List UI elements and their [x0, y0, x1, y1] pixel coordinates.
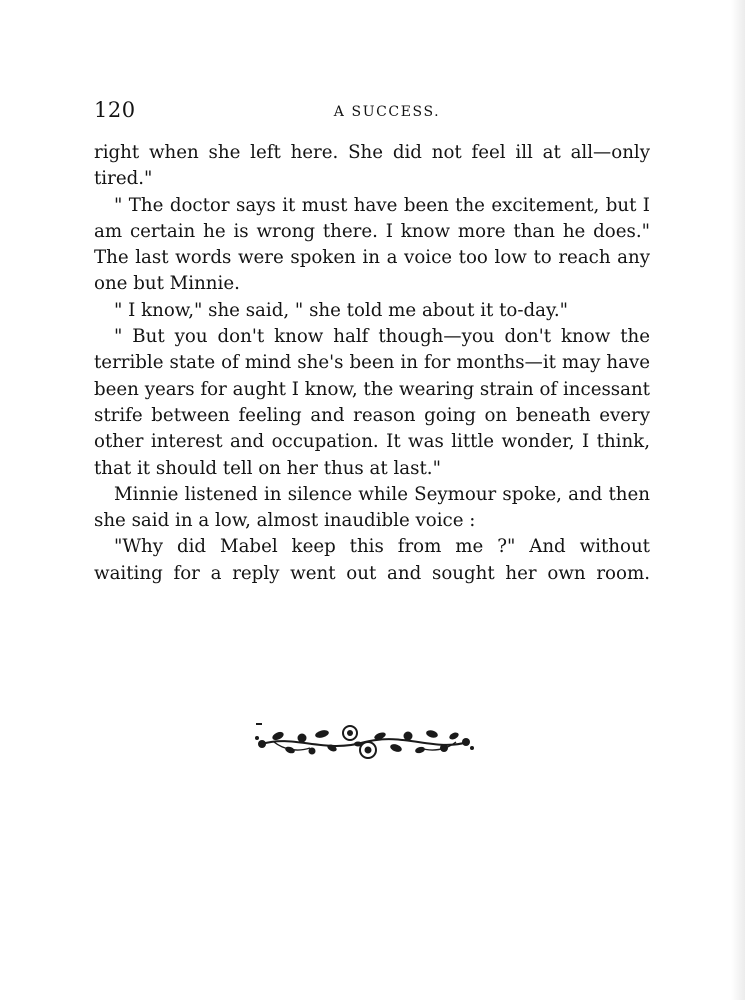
page-header	[94, 98, 650, 128]
text-line: waiting for a reply went out and sought her own room.	[94, 562, 650, 584]
text-line: been years for aught I know, the wearing strain of incessant	[94, 378, 650, 400]
running-title: A SUCCESS.	[333, 104, 441, 120]
text-line: tired."	[94, 168, 153, 190]
text-line: other interest and occupation. It was little wonder, I think,	[94, 431, 650, 453]
text-line: " The doctor says it must have been the excitement, but I	[114, 194, 650, 216]
scan-edge-shadow	[731, 0, 745, 1000]
text-line: am certain he is wrong there. I know more than he does."	[94, 220, 650, 242]
text-line: terrible state of mind she's been in for months—it may have	[94, 352, 650, 374]
text-line: strife between feeling and reason going on beneath every	[94, 404, 650, 426]
text-line: one but Minnie.	[94, 273, 240, 295]
text-line: Minnie listened in silence while Seymour spoke, and then	[114, 483, 650, 505]
page-number: 120	[94, 98, 136, 122]
text-line: she said in a low, almost inaudible voice :	[94, 510, 476, 532]
text-line: that it should tell on her thus at last."	[94, 457, 441, 479]
text-line: " But you don't know half though—you don't know the	[114, 326, 650, 348]
text-line: "Why did Mabel keep this from me ?" And without	[114, 536, 650, 558]
body-text	[94, 140, 650, 587]
text-line: " I know," she said, " she told me about it to-day."	[114, 299, 568, 321]
floral-vine-icon	[254, 718, 476, 766]
text-line: The last words were spoken in a voice too low to reach any	[94, 247, 650, 269]
text-line: right when she left here. She did not feel ill at all—only	[94, 142, 650, 163]
